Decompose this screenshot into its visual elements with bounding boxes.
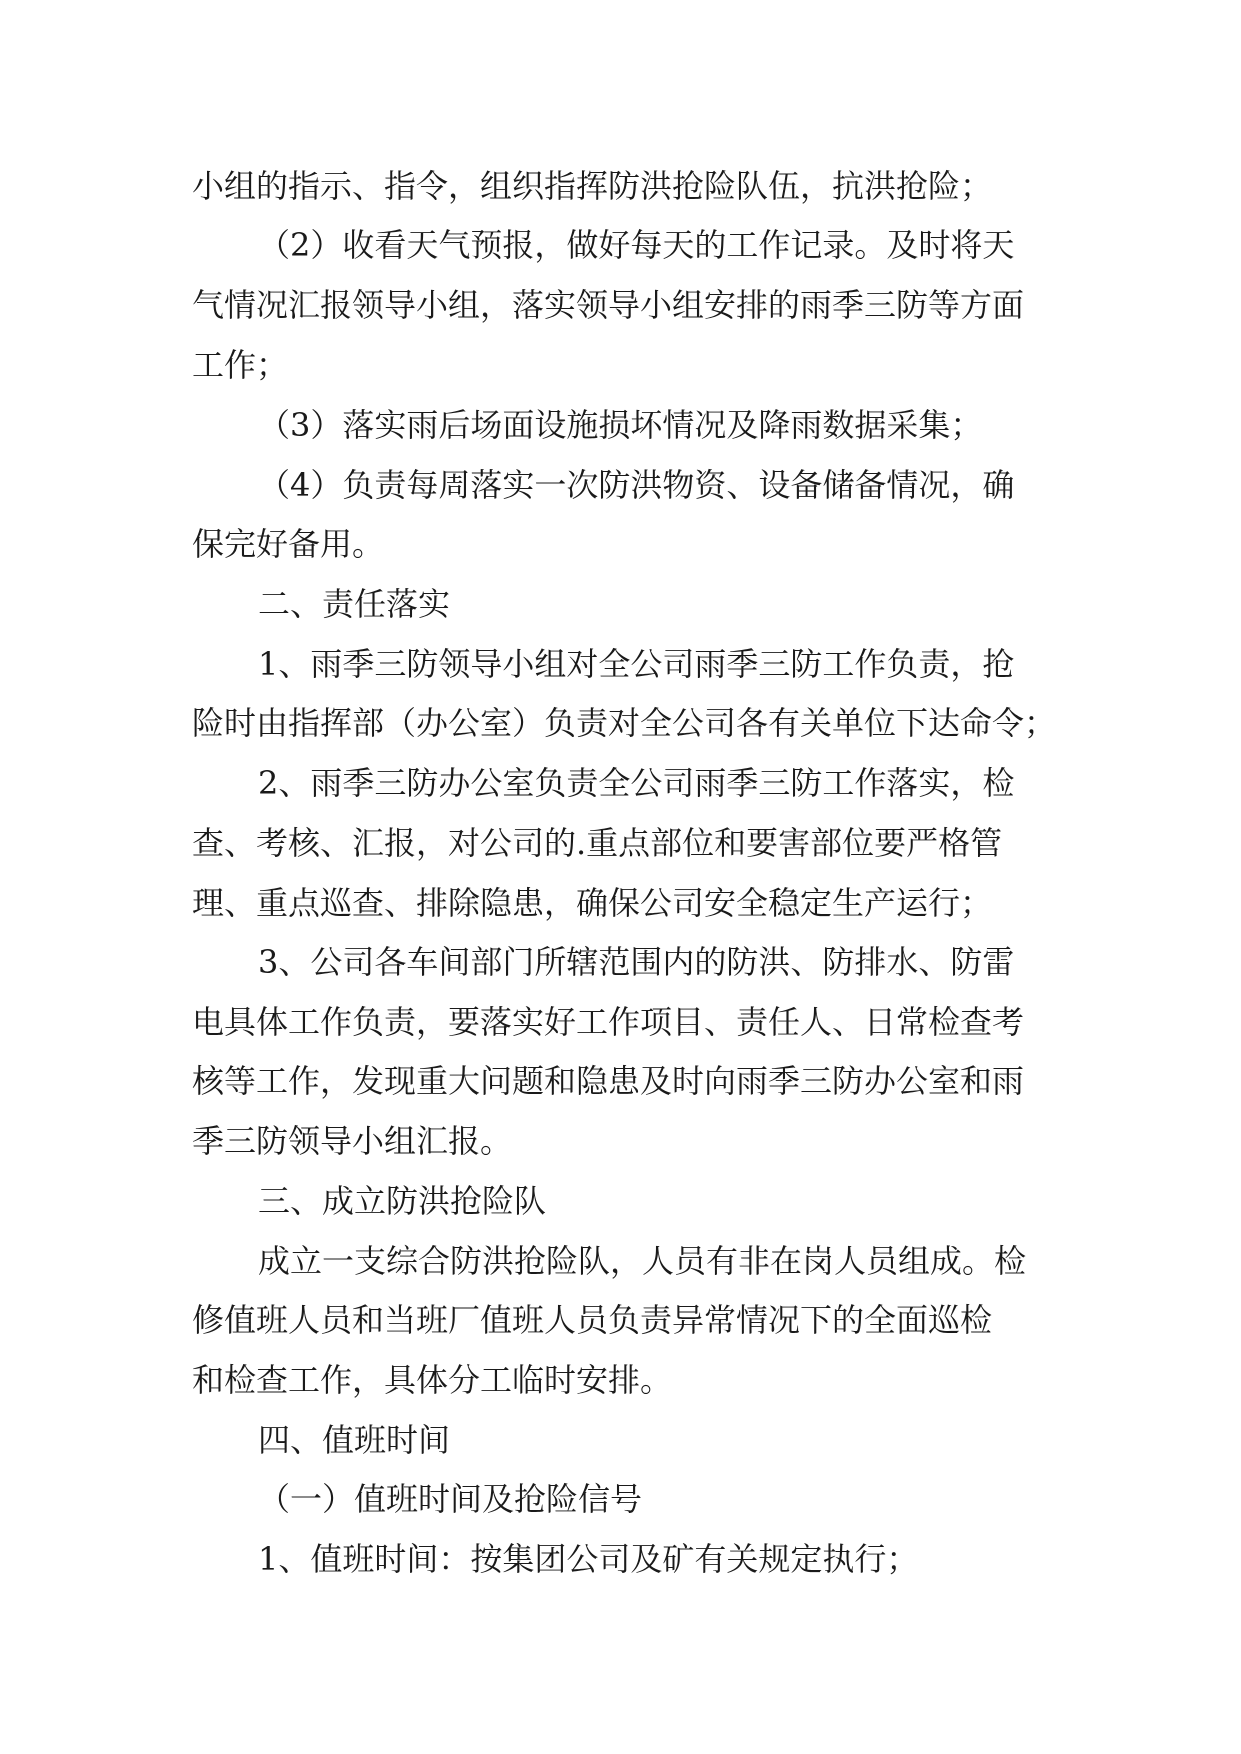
section-heading: 四、值班时间	[258, 1421, 451, 1459]
section-heading: 二、责任落实	[258, 585, 451, 623]
text-line: 成立一支综合防洪抢险队，人员有非在岗人员组成。检	[258, 1242, 1027, 1280]
text-line: 工作；	[192, 346, 289, 384]
text-line: 修值班人员和当班厂值班人员负责异常情况下的全面巡检	[192, 1301, 993, 1339]
text-line: 核等工作，发现重大问题和隐患及时向雨季三防办公室和雨	[192, 1062, 1025, 1100]
text-line: 3、公司各车间部门所辖范围内的防洪、防排水、防雷	[258, 943, 1015, 981]
text-line: 小组的指示、指令，组织指挥防洪抢险队伍，抗洪抢险；	[192, 167, 993, 205]
text-line: 气情况汇报领导小组，落实领导小组安排的雨季三防等方面	[192, 286, 1025, 324]
text-line: 险时由指挥部（办公室）负责对全公司各有关单位下达命令；	[192, 704, 1057, 742]
text-line: 2、雨季三防办公室负责全公司雨季三防工作落实，检	[258, 764, 1015, 802]
subsection-heading: （一）值班时间及抢险信号	[258, 1480, 643, 1518]
text-line: 季三防领导小组汇报。	[192, 1122, 513, 1160]
text-line: （3）落实雨后场面设施损坏情况及降雨数据采集；	[258, 406, 983, 444]
text-line: 1、值班时间：按集团公司及矿有关规定执行；	[258, 1540, 919, 1578]
text-line: （2）收看天气预报，做好每天的工作记录。及时将天	[258, 226, 1015, 264]
text-line: 1、雨季三防领导小组对全公司雨季三防工作负责，抢	[258, 645, 1015, 683]
section-heading: 三、成立防洪抢险队	[258, 1182, 547, 1220]
text-line: 保完好备用。	[192, 525, 385, 563]
text-line: 查、考核、汇报，对公司的.重点部位和要害部位要严格管	[192, 824, 1003, 862]
text-line: 电具体工作负责，要落实好工作项目、责任人、日常检查考	[192, 1003, 1025, 1041]
text-line: （4）负责每周落实一次防洪物资、设备储备情况，确	[258, 466, 1015, 504]
text-line: 和检查工作，具体分工临时安排。	[192, 1361, 673, 1399]
text-line: 理、重点巡查、排除隐患，确保公司安全稳定生产运行；	[192, 884, 993, 922]
